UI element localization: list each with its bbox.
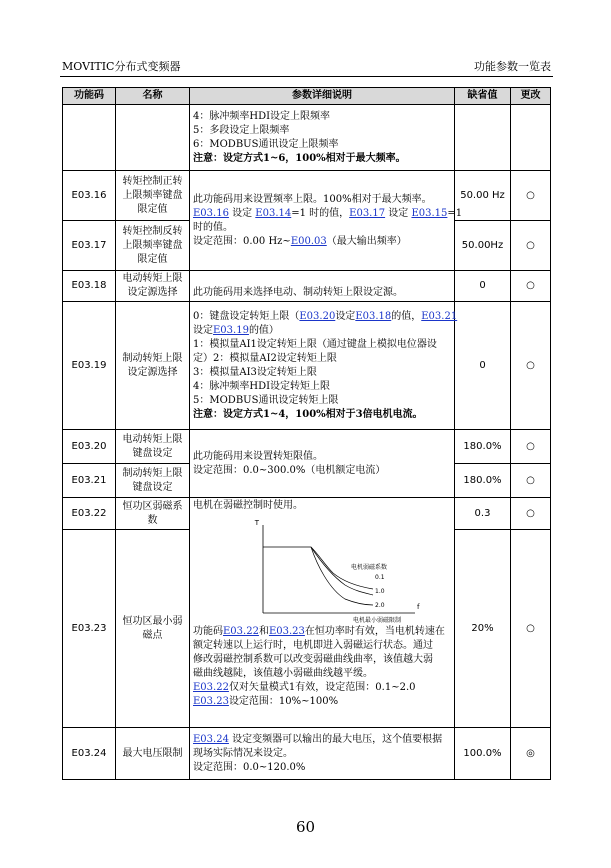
desc-text: 仅对矢量模式1有效，设定范围：0.1~2.0 — [228, 682, 416, 693]
change-mark: ○ — [511, 430, 551, 464]
header-right-title: 功能参数一览表 — [474, 60, 551, 73]
x-axis-label: f — [417, 603, 420, 611]
desc-text: =1 — [447, 207, 463, 219]
param-link[interactable]: E03.17 — [349, 207, 386, 219]
change-mark: ◎ — [511, 728, 551, 780]
param-name: 转矩控制正转上限频率键盘限定值 — [116, 171, 190, 221]
desc-line: 时的值。 — [193, 221, 233, 233]
default-value: 180.0% — [455, 464, 511, 498]
param-link[interactable]: E03.21 — [421, 310, 458, 322]
table-row — [63, 498, 551, 530]
default-value: 20% — [455, 530, 511, 728]
param-link[interactable]: E03.22 — [193, 682, 229, 693]
y-axis-label: T — [254, 519, 259, 527]
desc-line: 5：多段设定上限频率 — [193, 124, 290, 136]
param-code: E03.16 — [63, 171, 116, 221]
desc-text: 的值， — [391, 310, 422, 322]
desc-cell — [190, 728, 455, 780]
param-link[interactable]: E03.15 — [411, 207, 448, 219]
desc-cell — [190, 498, 455, 728]
desc-line: 设定范围：0.0~120.0% — [193, 761, 306, 773]
desc-text: =1 时的值， — [291, 207, 350, 219]
param-link[interactable]: E03.19 — [213, 324, 249, 336]
name-cell — [116, 105, 190, 171]
desc-line — [193, 207, 463, 221]
change-mark: ○ — [511, 498, 551, 530]
default-value: 0.3 — [455, 498, 511, 530]
desc-text: 设定变频器可以输出的最大电压，这个值要根据 — [228, 733, 443, 745]
note-line: 注意：设定方式1~6，100%相对于最大频率。 — [193, 152, 406, 164]
field-weakening-diagram — [193, 513, 451, 625]
curve-2-0 — [311, 547, 373, 605]
change-mark: ○ — [511, 221, 551, 271]
desc-line — [193, 235, 451, 249]
param-link[interactable]: E03.20 — [299, 310, 336, 322]
default-value: 50.00Hz — [455, 221, 511, 271]
desc-text: 设定范围：10%~100% — [228, 696, 339, 707]
table-row — [63, 105, 551, 171]
curve-label: 1.0 — [375, 588, 385, 595]
param-link[interactable]: E03.22 — [223, 626, 259, 637]
header-left-title: MOVITIC分布式变频器 — [62, 60, 181, 73]
param-code: E03.24 — [63, 728, 116, 780]
param-code: E03.23 — [63, 530, 116, 728]
table-row — [63, 271, 551, 302]
param-link[interactable]: E03.14 — [255, 207, 292, 219]
desc-line — [193, 625, 451, 639]
default-cell — [455, 105, 511, 171]
code-cell — [63, 105, 116, 171]
curve-1-0 — [311, 547, 373, 595]
page-number: 60 — [295, 818, 316, 836]
desc-text: 设定 — [193, 324, 213, 336]
param-name: 恒功区弱磁系数 — [116, 498, 190, 530]
desc-text: 设定 — [385, 207, 412, 219]
param-link[interactable]: E03.23 — [268, 626, 305, 637]
desc-line: 1：模拟量AI1设定转矩上限（通过键盘上模拟电位器设 — [193, 338, 437, 350]
desc-line: 此功能码用来设置频率上限。100%相对于最大频率。 — [193, 193, 432, 205]
param-name: 转矩控制反转上限频率键盘限定值 — [116, 221, 190, 271]
desc-cell — [190, 171, 463, 271]
desc-line: 此功能码用来设置转矩限值。 — [193, 450, 323, 462]
desc-line: 定）2：模拟量AI2设定转矩上限 — [193, 352, 337, 364]
desc-line: 设定范围：0.0~300.0%（电机额定电流） — [193, 464, 386, 476]
desc-line: 6：MODBUS通讯设定上限频率 — [193, 138, 339, 150]
change-cell — [511, 105, 551, 171]
param-name: 电动转矩上限设定源选择 — [116, 271, 190, 302]
desc-text: 的值） — [248, 324, 279, 336]
desc-text: 设定范围：0.00 Hz~ — [193, 235, 291, 247]
param-name: 制动转矩上限键盘设定 — [116, 464, 190, 498]
col-name-header: 名称 — [116, 88, 190, 105]
desc-line — [193, 310, 458, 324]
param-link[interactable]: E03.16 — [193, 207, 229, 219]
desc-line: 4：脉冲频率HDI设定转矩上限 — [193, 380, 331, 392]
desc-line — [193, 695, 451, 709]
col-default-header: 缺省值 — [455, 88, 511, 105]
desc-text: 设定 — [228, 207, 256, 219]
desc-line: 5：MODBUS通讯设定转矩上限 — [193, 394, 339, 406]
desc-text: 在恒功率时有效，当电机转速在 — [304, 626, 445, 637]
desc-cell — [190, 302, 458, 430]
desc-cell: 此功能码用来选择电动、制动转矩上限设定源。 — [190, 271, 455, 302]
change-mark: ○ — [511, 171, 551, 221]
desc-text: 功能码 — [193, 626, 223, 637]
desc-line: 3：模拟量AI3设定转矩上限 — [193, 366, 317, 378]
param-name: 恒功区最小弱磁点 — [116, 530, 190, 728]
desc-line: 额定转速以上运行时，电机即进入弱磁运行状态。通过 — [193, 640, 433, 651]
table-row — [63, 302, 551, 430]
change-mark: ○ — [511, 530, 551, 728]
param-code: E03.22 — [63, 498, 116, 530]
param-link[interactable]: E03.18 — [355, 310, 392, 322]
desc-line — [193, 681, 451, 695]
desc-text: 和 — [258, 626, 269, 637]
default-value: 180.0% — [455, 430, 511, 464]
desc-line: 磁曲线越陡，该值越小弱磁曲线越平缓。 — [193, 668, 373, 679]
desc-line: 现场实际情况来设定。 — [193, 747, 293, 759]
curve-label: 2.0 — [375, 602, 385, 609]
change-mark: ○ — [511, 271, 551, 302]
parameter-table — [62, 87, 551, 780]
col-change-header: 更改 — [511, 88, 551, 105]
param-link[interactable]: E00.03 — [290, 235, 327, 247]
change-mark: ○ — [511, 302, 551, 430]
desc-line: 4：脉冲频率HDI设定上限频率 — [193, 110, 331, 122]
legend-title: 电机弱磁系数 — [351, 564, 388, 571]
param-code: E03.20 — [63, 430, 116, 464]
default-value: 100.0% — [455, 728, 511, 780]
table-header-row — [63, 88, 551, 105]
param-name: 电动转矩上限键盘设定 — [116, 430, 190, 464]
param-name: 最大电压限制 — [116, 728, 190, 780]
note-line: 注意：设定方式1~4，100%相对于3倍电机电流。 — [193, 408, 423, 420]
curve-label: 0.1 — [375, 574, 385, 581]
default-value: 0 — [455, 271, 511, 302]
desc-line — [193, 733, 451, 747]
param-code: E03.19 — [63, 302, 116, 430]
desc-line: 修改弱磁控制系数可以改变弱磁曲线曲率，该值越大弱 — [193, 654, 433, 665]
param-code: E03.18 — [63, 271, 116, 302]
desc-cell — [190, 430, 455, 498]
param-code: E03.17 — [63, 221, 116, 271]
header-rule — [60, 76, 553, 77]
param-link[interactable]: E03.23 — [193, 696, 229, 707]
desc-line: 电机在弱磁控制时使用。 — [193, 500, 303, 511]
desc-line — [193, 324, 451, 338]
table-row — [63, 171, 551, 221]
default-value: 0 — [455, 302, 511, 430]
desc-text: （最大输出频率） — [326, 235, 407, 247]
col-code-header: 功能码 — [63, 88, 116, 105]
desc-text: 设定 — [335, 310, 356, 322]
param-link[interactable]: E03.24 — [193, 733, 229, 745]
table-row — [63, 728, 551, 780]
table-row — [63, 430, 551, 464]
change-mark: ○ — [511, 464, 551, 498]
chart-caption: 电机最小弱磁限制 — [353, 617, 402, 624]
default-value: 50.00 Hz — [455, 171, 511, 221]
param-code: E03.21 — [63, 464, 116, 498]
param-name: 制动转矩上限设定源选择 — [116, 302, 190, 430]
col-desc-header: 参数详细说明 — [190, 88, 455, 105]
desc-text: 0：键盘设定转矩上限（ — [193, 310, 300, 322]
desc-cell — [190, 105, 455, 171]
